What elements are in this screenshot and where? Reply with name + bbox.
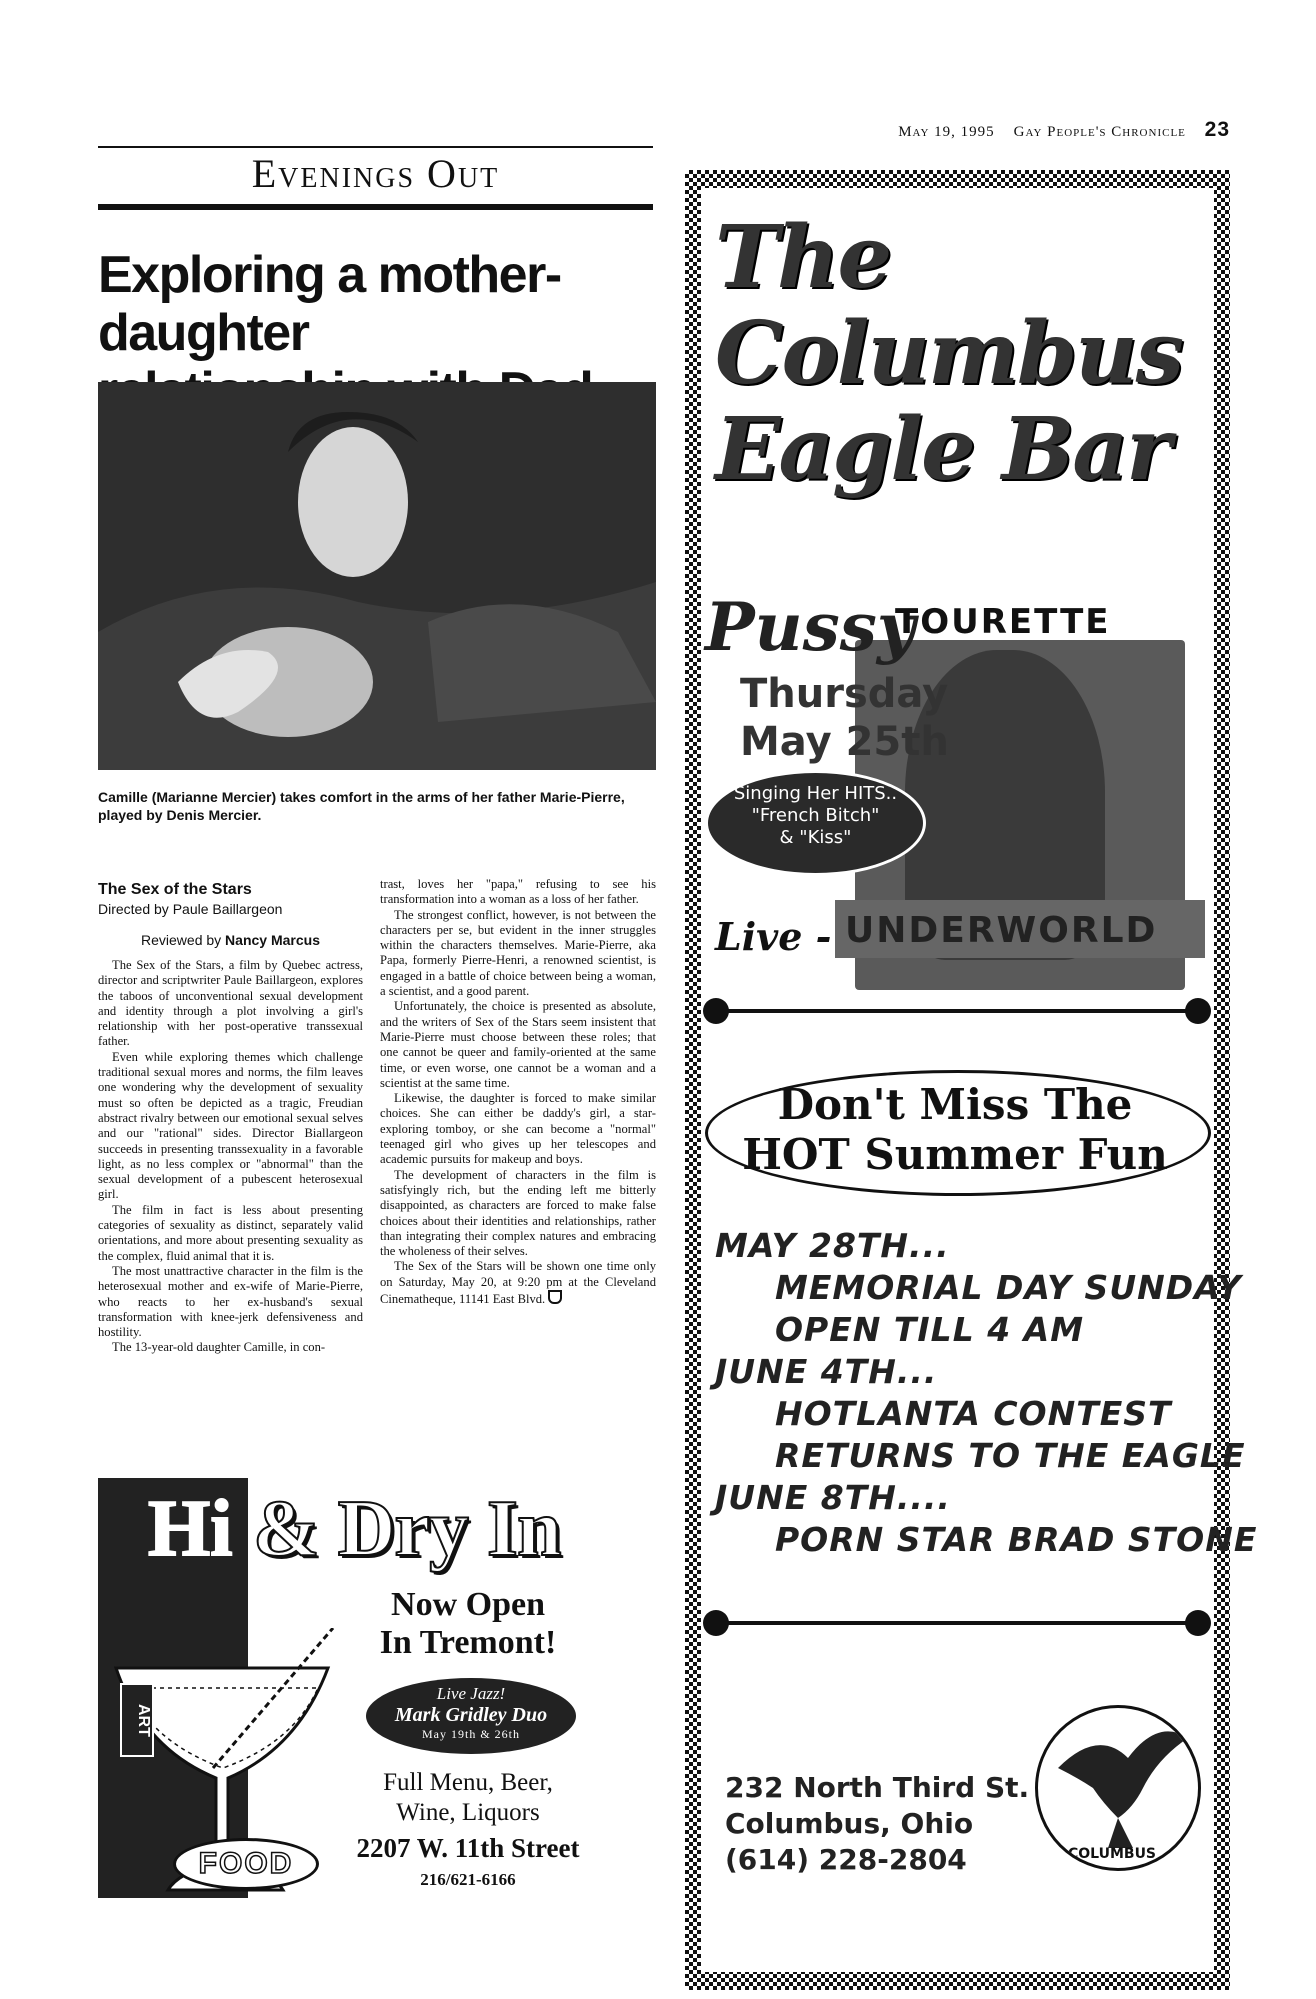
event-line: JUNE 8TH.... <box>715 1478 951 1517</box>
divider-dot <box>1185 1610 1211 1636</box>
paragraph: The film in fact is less about presenting categories of sexuality as distinct, separately valid orientations, and more about presenting sexuality as the complex, fluid animal that it is. <box>98 1202 363 1263</box>
section-rule-top <box>98 146 653 148</box>
eagle-icon <box>1038 1708 1198 1868</box>
ad-columbus-eagle-bar <box>685 170 1258 1990</box>
address-line-2: Columbus, Ohio <box>725 1807 974 1840</box>
bar-brand-name <box>715 207 1215 500</box>
event-line: OPEN TILL 4 AM <box>775 1310 1085 1349</box>
singing-line-1: Singing Her HITS.. <box>733 783 898 804</box>
eagle-logo-icon <box>1035 1705 1201 1871</box>
event-line: HOTLANTA CONTEST <box>775 1394 1172 1433</box>
live-band-name: UNDERWORLD <box>845 910 1158 951</box>
brand-line-1: The <box>715 207 891 308</box>
paragraph: The Sex of the Stars, a film by Quebec actress, director and scriptwriter Paule Baillargeon, explores the taboos of unconventional sexual development and identity through a plot involving a girl's relationship with her post-operative transsexual father. <box>98 958 363 1049</box>
now-open-line-1: Now Open <box>391 1586 545 1623</box>
review-header <box>98 880 363 918</box>
show-date <box>740 670 949 766</box>
hidry-phone: 216/621-6166 <box>420 1870 516 1889</box>
summer-fun-text <box>715 1080 1195 1180</box>
live-jazz-label: Live Jazz! <box>436 1684 506 1703</box>
divider-line <box>725 1621 1187 1625</box>
event-list <box>715 1225 1258 1561</box>
food-label: FOOD <box>173 1838 319 1890</box>
brand-line-2: Columbus <box>715 303 1183 404</box>
event-line: PORN STAR BRAD STONE <box>775 1520 1258 1559</box>
eagle-phone: (614) 228-2804 <box>725 1843 967 1876</box>
divider-line <box>725 1009 1187 1013</box>
menu-text <box>348 1768 588 1828</box>
issue-date: May 19, 1995 <box>898 124 995 140</box>
paragraph: trast, loves her "papa," refusing to see his transformation into a woman as a loss of her father. <box>380 877 656 907</box>
ad-title-hi: Hi <box>148 1485 233 1573</box>
review-director: Directed by Paule Baillargeon <box>98 901 283 917</box>
event-line: MEMORIAL DAY SUNDAY <box>775 1268 1242 1307</box>
now-open-line-2: In Tremont! <box>379 1624 557 1661</box>
show-day: Thursday <box>740 671 949 717</box>
section-title: Evenings Out <box>251 151 500 196</box>
hidry-address: 2207 W. 11th Street <box>356 1833 580 1863</box>
article-column-1 <box>98 958 363 1356</box>
ad-hi-and-dry <box>98 1478 658 1898</box>
address-line-1: 232 North Third St. <box>725 1771 1030 1804</box>
singing-hits-badge <box>705 770 926 876</box>
reviewer-name: Nancy Marcus <box>225 932 320 948</box>
page-folio <box>840 118 1230 142</box>
byline-prefix: Reviewed by <box>141 932 226 948</box>
brand-line-3: Eagle Bar <box>715 399 1170 500</box>
review-title: The Sex of the Stars <box>98 881 252 898</box>
performer-first-name: Pussy <box>705 588 916 666</box>
paragraph: Even while exploring themes which challenge traditional sexual mores and norms, the film leaves one wondering why the development of sexuality must so often be depicted as a tragic, Freudian abstract rivalry between our emotional sexual selves and our "rational" sides. Director Biallargeon succeeds in presenting transsexuality in a favorable light, as no less complex or "abnormal" than the sexual development of a pubescent heterosexual girl. <box>98 1049 363 1202</box>
section-rule-bottom <box>98 204 653 210</box>
live-jazz-badge <box>366 1678 576 1754</box>
final-paragraph-text: The Sex of the Stars will be shown one time only on Saturday, May 20, at 9:20 pm at the Cleveland Cinematheque, 11141 East Blvd. <box>380 1259 656 1307</box>
photo-caption: Camille (Marianne Mercier) takes comfort in the arms of her father Marie-Pierre, played by Denis Mercier. <box>98 789 625 823</box>
event-line: RETURNS TO THE EAGLE <box>775 1436 1246 1475</box>
eagle-logo-text: COLUMBUS <box>1068 1846 1157 1862</box>
art-label: ART <box>120 1683 154 1757</box>
paragraph: Likewise, the daughter is forced to make similar choices. She can either be daddy's girl, a star-exploring tomboy, or she can become a "normal" teenaged girl who gives up her telescopes and academic pursuits for makeup and boys. <box>380 1091 656 1167</box>
menu-line-2: Wine, Liquors <box>396 1799 540 1826</box>
end-mark-icon <box>548 1290 562 1304</box>
headline-line-1: Exploring a mother-daughter <box>98 246 561 362</box>
band-name: Mark Gridley Duo <box>394 1704 548 1726</box>
film-still-photo <box>98 382 656 770</box>
paragraph: Unfortunately, the choice is presented as absolute, and the writers of Sex of the Stars seem insistent that Marie-Pierre must choose between these roles; that one cannot be queer and family-oriented at the same time, or even worse, one cannot be a woman and a scientist at the same time. <box>380 999 656 1090</box>
dont-miss-line-1: Don't Miss The <box>777 1080 1133 1129</box>
paragraph: The development of characters in the film is satisfyingly rich, but the ending left me bitterly disappointed, as characters are forced to make false choices about their identities and relationships, rather than integrating their complex natures and embracing the wholeness of their selves. <box>380 1167 656 1259</box>
paragraph-final <box>380 1259 656 1307</box>
event-line: MAY 28TH... <box>715 1226 950 1265</box>
paragraph: The strongest conflict, however, is not between the characters per se, but evident in the inner struggles within the characters themselves. Marie-Pierre, aka Papa, formerly Pierre-Henri, a renowned scientist, is engaged in a battle of choice between being a woman, a scientist, and a good parent. <box>380 907 656 999</box>
live-label: Live - <box>715 914 832 959</box>
article-column-2 <box>380 877 656 1307</box>
singing-line-3: & "Kiss" <box>779 827 852 848</box>
divider-dot <box>1185 998 1211 1024</box>
paragraph: The 13-year-old daughter Camille, in con- <box>112 1340 326 1355</box>
performer-last-name: TOURETTE <box>895 602 1111 642</box>
dont-miss-line-2: HOT Summer Fun <box>742 1130 1168 1179</box>
publication-name: Gay People's Chronicle <box>1013 124 1186 140</box>
show-date-value: May 25th <box>740 719 949 765</box>
paragraph: The most unattractive character in the film is the heterosexual mother and ex-wife of Marie-Pierre, who reacts to her ex-husband's sexual transformation with knee-jerk defensiveness and hostility. <box>98 1263 363 1340</box>
jazz-dates: May 19th & 26th <box>422 1727 520 1741</box>
event-line: JUNE 4TH... <box>715 1352 938 1391</box>
eagle-address <box>725 1770 1029 1878</box>
review-byline <box>98 932 363 948</box>
page-number: 23 <box>1204 118 1230 141</box>
now-open-text <box>353 1586 583 1662</box>
film-still-illustration <box>98 382 656 770</box>
ad-title: & Dry In <box>253 1485 561 1573</box>
singing-line-2: "French Bitch" <box>751 805 880 826</box>
menu-line-1: Full Menu, Beer, <box>383 1769 553 1796</box>
